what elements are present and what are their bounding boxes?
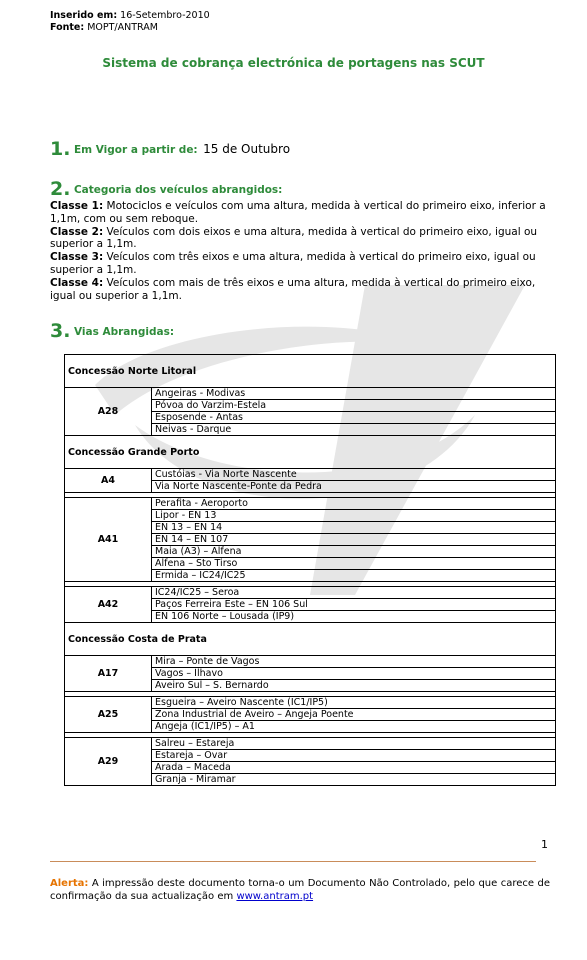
inserted-date: 16-Setembro-2010 — [120, 10, 210, 21]
table-row — [65, 498, 556, 510]
road-segment: Póvoa do Varzim-Estela — [152, 400, 556, 412]
page-number: 1 — [541, 838, 548, 851]
class-label: Classe 2: — [50, 225, 104, 238]
section-vehicle-categories — [50, 178, 282, 200]
road-code: A42 — [65, 587, 152, 623]
section-number: 3. — [50, 320, 71, 342]
table-row — [65, 587, 556, 599]
concession-name: Concessão Costa de Prata — [65, 623, 556, 656]
class-text: Veículos com três eixos e uma altura, medida à vertical do primeiro eixo, igual ou superior a 1,1m. — [50, 251, 536, 276]
road-segment: EN 14 – EN 107 — [152, 534, 556, 546]
table-row — [65, 697, 556, 709]
road-code: A4 — [65, 469, 152, 493]
road-segment: Mira – Ponte de Vagos — [152, 656, 556, 668]
road-segment: Aveiro Sul – S. Bernardo — [152, 680, 556, 692]
alert-notice — [50, 877, 550, 903]
road-segment: Vagos – Ílhavo — [152, 668, 556, 680]
table-row — [65, 738, 556, 750]
footer-divider — [50, 861, 536, 862]
class-item — [50, 200, 555, 226]
class-text: Motociclos e veículos com uma altura, medida à vertical do primeiro eixo, inferior a 1,1m, com ou sem reboque. — [50, 200, 546, 225]
document-title: Sistema de cobrança electrónica de portagens nas SCUT — [102, 56, 485, 70]
section-number: 2. — [50, 178, 71, 200]
class-item — [50, 226, 555, 252]
class-item — [50, 277, 555, 303]
road-segment: Esposende - Antas — [152, 412, 556, 424]
section-label: Vias Abrangidas: — [73, 326, 175, 338]
road-code: A29 — [65, 738, 152, 786]
alert-label: Alerta: — [50, 878, 89, 889]
road-segment: Neivas - Darque — [152, 424, 556, 436]
road-segment: Maia (A3) – Alfena — [152, 546, 556, 558]
effective-date-value: 15 de Outubro — [203, 142, 291, 156]
concession-row — [65, 623, 556, 656]
section-label: Em Vigor a partir de: — [73, 144, 198, 156]
road-segment: Via Norte Nascente-Ponte da Pedra — [152, 481, 556, 493]
road-code: A41 — [65, 498, 152, 582]
road-segment: Perafita - Aeroporto — [152, 498, 556, 510]
road-segment: Lipor - EN 13 — [152, 510, 556, 522]
roads-table — [64, 354, 556, 786]
concession-name: Concessão Norte Litoral — [65, 355, 556, 388]
antram-link[interactable]: www.antram.pt — [236, 891, 314, 902]
road-segment: Ermida – IC24/IC25 — [152, 570, 556, 582]
alert-text: A impressão deste documento torna-o um Documento Não Controlado, pelo que carece de confirmação da sua actualização em — [50, 878, 550, 902]
class-text: Veículos com mais de três eixos e uma altura, medida à vertical do primeiro eixo, igual ou superior a 1,1m. — [50, 276, 536, 302]
road-segment: Granja - Miramar — [152, 774, 556, 786]
source-label: Fonte: — [50, 22, 85, 33]
table-row — [65, 469, 556, 481]
road-code: A28 — [65, 388, 152, 436]
section-covered-roads — [50, 320, 174, 342]
concession-name: Concessão Grande Porto — [65, 436, 556, 469]
source-value: MOPT/ANTRAM — [87, 22, 158, 33]
inserted-label: Inserido em: — [50, 10, 118, 21]
road-segment: Salreu – Estareja — [152, 738, 556, 750]
road-segment: Alfena – Sto Tirso — [152, 558, 556, 570]
class-item — [50, 251, 555, 277]
table-row — [65, 388, 556, 400]
section-number: 1. — [50, 138, 71, 160]
table-row — [65, 656, 556, 668]
road-segment: Angeja (IC1/IP5) – A1 — [152, 721, 556, 733]
road-segment: Esgueira – Aveiro Nascente (IC1/IP5) — [152, 697, 556, 709]
road-segment: EN 13 – EN 14 — [152, 522, 556, 534]
road-segment: Custóias - Via Norte Nascente — [152, 469, 556, 481]
concession-row — [65, 355, 556, 388]
road-segment: EN 106 Norte – Lousada (IP9) — [152, 611, 556, 623]
road-segment: Zona Industrial de Aveiro – Angeja Poente — [152, 709, 556, 721]
class-text: Veículos com dois eixos e uma altura, medida à vertical do primeiro eixo, igual ou superior a 1,1m. — [50, 225, 538, 251]
concession-row — [65, 436, 556, 469]
road-segment: Angeiras - Modivas — [152, 388, 556, 400]
road-code: A17 — [65, 656, 152, 692]
road-segment: Arada – Maceda — [152, 762, 556, 774]
road-segment: Paços Ferreira Este – EN 106 Sul — [152, 599, 556, 611]
vehicle-classes — [50, 200, 555, 302]
road-code: A25 — [65, 697, 152, 733]
section-label: Categoria dos veículos abrangidos: — [73, 184, 283, 196]
class-label: Classe 1: — [50, 200, 104, 212]
road-segment: IC24/IC25 – Seroa — [152, 587, 556, 599]
class-label: Classe 4: — [50, 276, 104, 289]
class-label: Classe 3: — [50, 251, 104, 264]
road-segment: Estareja – Ovar — [152, 750, 556, 762]
document-meta — [50, 10, 210, 34]
section-effective-date — [50, 138, 290, 160]
